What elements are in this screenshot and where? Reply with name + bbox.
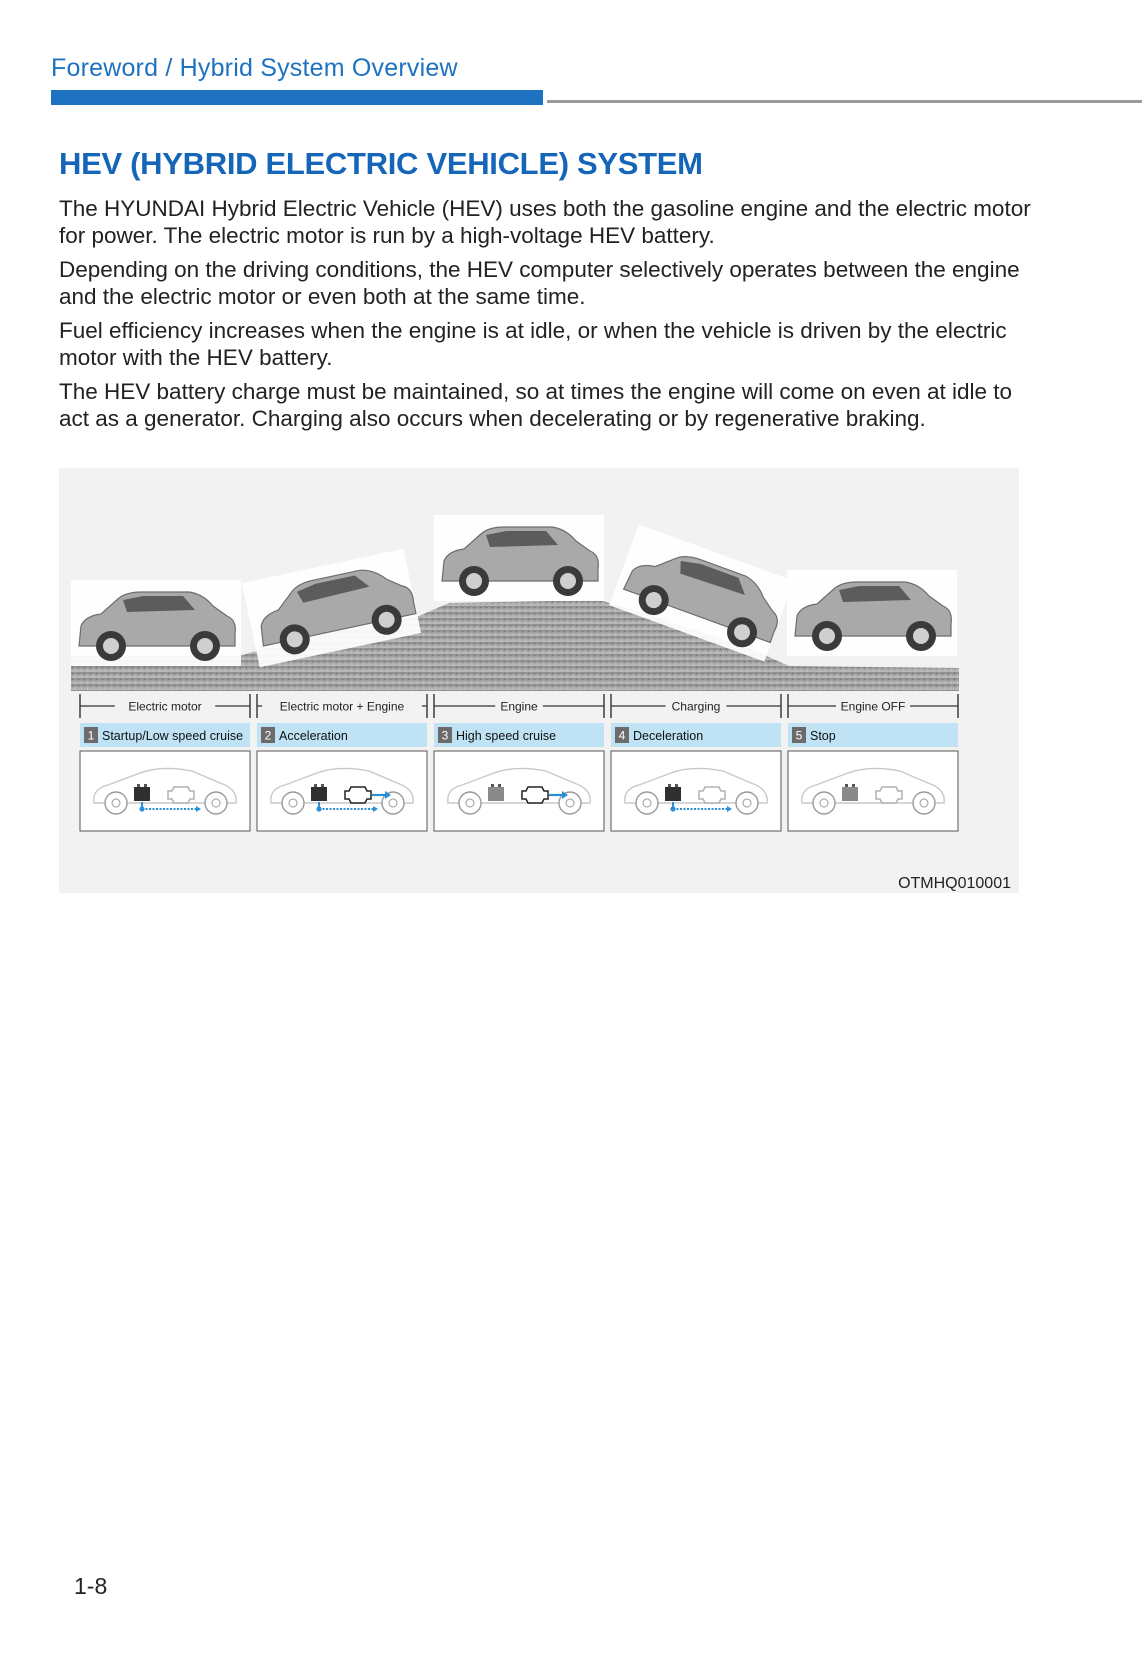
breadcrumb: Foreword / Hybrid System Overview: [51, 54, 458, 82]
powertrain-schematic: [257, 751, 427, 831]
mode-label: [80, 723, 250, 747]
power-source-label: Electric motor: [128, 699, 202, 714]
mode-number: 4: [618, 728, 626, 743]
battery-icon: [665, 787, 681, 801]
mode-name: Acceleration: [279, 729, 348, 743]
body-text: [59, 196, 1039, 440]
battery-icon: [488, 787, 504, 801]
battery-icon: [842, 787, 858, 801]
header-accent-bar: [51, 90, 543, 105]
vehicle-photo: [434, 515, 604, 601]
mode-number: 3: [441, 728, 449, 743]
paragraph-3: Fuel efficiency increases when the engine is at idle, or when the vehicle is driven by the electric motor with the HEV battery.: [59, 318, 1007, 370]
power-source-label: Electric motor + Engine: [279, 699, 405, 714]
vehicle-photo: [787, 570, 957, 656]
mode-number: 2: [264, 728, 272, 743]
mode-label: [788, 723, 958, 747]
power-source-label: Charging: [671, 699, 721, 714]
powertrain-schematic: [80, 751, 250, 831]
mode-name: High speed cruise: [456, 729, 557, 743]
power-source-label: Engine: [500, 699, 538, 714]
mode-name: Startup/Low speed cruise: [102, 729, 244, 743]
mode-number: 5: [795, 728, 803, 743]
power-source-span: [257, 694, 427, 718]
hev-modes-figure: [59, 468, 1019, 893]
paragraph-2: Depending on the driving conditions, the HEV computer selectively operates between the engine and the electric motor or even both at the same time.: [59, 257, 1020, 309]
battery-icon: [311, 787, 327, 801]
mode-name: Deceleration: [633, 729, 704, 743]
power-source-span: [611, 694, 781, 718]
paragraph-4: The HEV battery charge must be maintained, so at times the engine will come on even at idle to act as a generator. Charging also occurs when decelerating or by regenerative braking.: [59, 379, 1013, 431]
power-source-span: [434, 694, 604, 718]
vehicle-photo: [71, 580, 241, 666]
paragraph-1: The HYUNDAI Hybrid Electric Vehicle (HEV) uses both the gasoline engine and the electric motor for power. The electric motor is run by a high-voltage HEV battery.: [59, 196, 1031, 248]
mode-label: [611, 723, 781, 747]
power-source-label: Engine OFF: [840, 699, 906, 714]
power-source-span: [788, 694, 958, 718]
powertrain-schematic: [611, 751, 781, 831]
mode-label: [434, 723, 604, 747]
section-title: HEV (HYBRID ELECTRIC VEHICLE) SYSTEM: [59, 146, 703, 181]
mode-label: [257, 723, 427, 747]
figure-code: OTMHQ010001: [898, 875, 1011, 892]
powertrain-schematic: [788, 751, 958, 831]
hev-modes-diagram: [59, 468, 1019, 893]
header-divider: [547, 100, 1142, 103]
power-source-span: [80, 694, 250, 718]
powertrain-schematic: [434, 751, 604, 831]
page-number: 1-8: [74, 1573, 108, 1599]
battery-icon: [134, 787, 150, 801]
mode-number: 1: [87, 728, 95, 743]
mode-name: Stop: [810, 729, 836, 743]
